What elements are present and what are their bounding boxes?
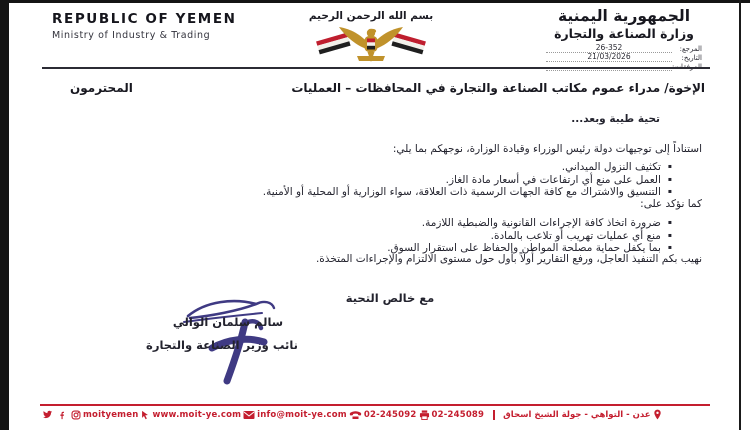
reference-value: 26-352	[546, 44, 672, 53]
phone-icon	[349, 410, 362, 420]
republic-title-en: REPUBLIC OF YEMEN	[52, 11, 237, 27]
bismillah-text: بسم الله الرحمن الرحيم	[308, 10, 434, 22]
facebook-icon	[57, 410, 67, 420]
website: www.moit-ye.com	[152, 409, 242, 420]
twitter-icon	[42, 409, 53, 420]
greeting-line: تحية طيبة وبعد...	[571, 113, 660, 125]
date-value: 21/03/2026	[546, 53, 672, 62]
fax-number: 02-245089	[431, 409, 485, 420]
instagram-icon	[71, 410, 81, 420]
social-handle: moityemen	[83, 409, 139, 420]
honorific-text: المحترمون	[70, 81, 133, 95]
emphasis-list	[387, 217, 672, 255]
directive-item: ▪ العمل على منع أي ارتفاعات في أسعار مادة الغاز.	[263, 174, 672, 187]
location-pin-icon	[653, 409, 662, 420]
emphasis-item: ▪ منع أي عمليات تهريب أو تلاعب بالمادة.	[387, 230, 672, 243]
signer-name: سالم سلمان الوالي	[172, 315, 284, 329]
signer-title: نائب وزير الصناعة والتجارة	[146, 338, 298, 352]
republic-title-ar: الجمهورية اليمنية	[557, 7, 691, 25]
email: info@moit-ye.com	[257, 409, 347, 420]
scan-border-left	[0, 0, 9, 430]
letterhead-english	[52, 11, 237, 41]
footer-separator	[493, 410, 495, 420]
directive-item: ▪ التنسيق والاشتراك مع كافة الجهات الرسمية ذات العلاقة، سواء الوزارية أو المحلية أو الأمنية.	[263, 186, 672, 199]
phone-number: 02-245092	[363, 409, 417, 420]
closing-paragraph: نهيب بكم التنفيذ العاجل، ورفع التقارير أولاً بأول حول مستوى الالتزام والإجراءات المتخذة.	[315, 253, 702, 265]
emphasis-item: ▪ بما يكفل حماية مصلحة المواطن والحفاظ على استقرار السوق.	[387, 242, 672, 255]
subject-text: الإخوة/ مدراء عموم مكاتب الصناعة والتجارة في المحافظات – العمليات	[291, 81, 705, 95]
footer	[40, 409, 710, 420]
scan-border-right	[739, 0, 741, 430]
reference-label: المرجع:	[679, 45, 702, 53]
salutation-text: مع خالص التحية	[345, 291, 435, 305]
attachments-value	[546, 70, 672, 71]
scan-border-top	[0, 0, 750, 3]
yemen-emblem-icon	[288, 23, 454, 69]
subject-line	[70, 81, 705, 95]
ministry-subtitle-ar: وزارة الصناعة والتجارة	[554, 26, 694, 41]
fax-icon	[419, 410, 430, 420]
date-field	[546, 53, 702, 62]
cursor-icon	[140, 410, 150, 420]
header-divider	[42, 67, 710, 69]
address: عدن - التواهي - جولة الشيخ اسحاق	[503, 409, 651, 420]
envelope-icon	[243, 410, 255, 420]
directives-list	[263, 161, 672, 199]
footer-divider	[40, 404, 710, 406]
ministry-subtitle-en: Ministry of Industry & Trading	[52, 30, 211, 41]
emphasis-line: كما نؤكد على:	[640, 198, 702, 210]
emphasis-item: ▪ ضرورة اتخاذ كافة الإجراءات القانونية والضبطية اللازمة.	[387, 217, 672, 230]
intro-paragraph: استناداً إلى توجيهات دولة رئيس الوزراء وقيادة الوزارة، نوجهكم بما يلي:	[392, 143, 702, 155]
date-label: التاريخ:	[681, 54, 702, 62]
letterhead-arabic	[540, 7, 708, 71]
directive-item: ▪ تكثيف النزول الميداني.	[263, 161, 672, 174]
letterhead-center	[288, 10, 454, 69]
